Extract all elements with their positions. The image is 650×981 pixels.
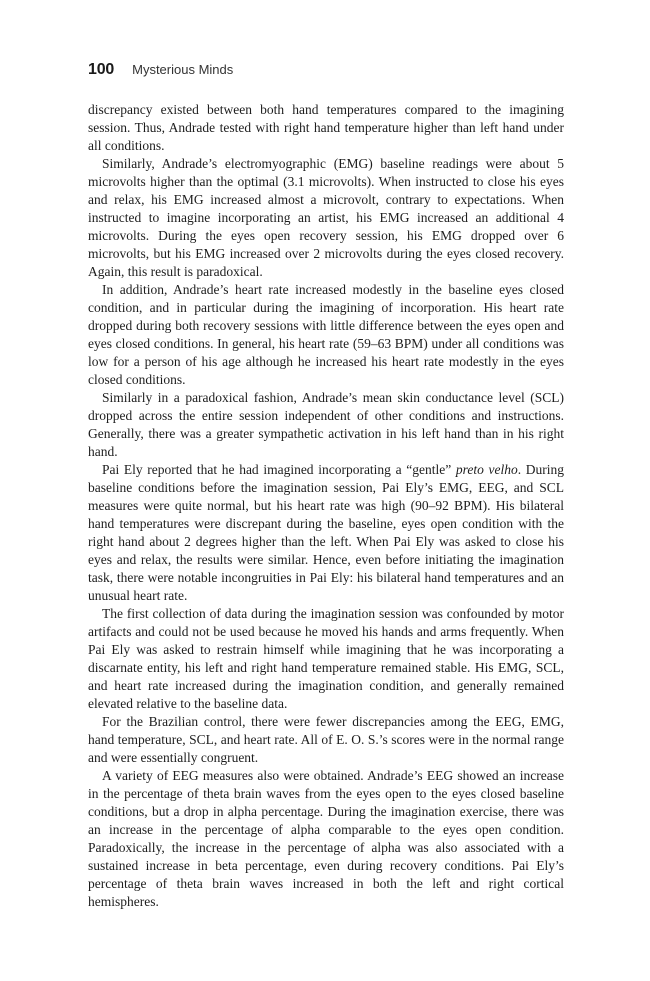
book-title: Mysterious Minds — [132, 62, 234, 77]
body-text — [88, 101, 564, 911]
paragraph-heart-rate: In addition, Andrade’s heart rate increased modestly in the baseline eyes closed condition, and in particular during the imagining of incorporation. His heart rate dropped during both recovery sessions with little difference between the eyes open and eyes closed conditions. In general, his heart rate (59–63 BPM) under all conditions was low for a person of his age although he increased his heart rate modestly in the eyes closed conditions. — [88, 282, 564, 387]
paragraph-scl: Similarly in a paradoxical fashion, Andrade’s mean skin conductance level (SCL) dropped across the entire session independent of other conditions and instructions. Generally, there was a greater sympathetic activation in his left hand than in his right hand. — [88, 390, 564, 459]
pai-ely-text-start: Pai Ely reported that he had imagined incorporating a “gentle” — [102, 462, 456, 477]
page-number: 100 — [88, 61, 115, 78]
paragraph-imagination-session: The first collection of data during the imagination session was confounded by motor artifacts and could not be used because he moved his hands and arms frequently. When Pai Ely was asked to restrain himself while imagining that he was incorporating a discarnate entity, his left and right hand temperature remained stable. His EMG, SCL, and heart rate increased during the imagination condition, and generally remained elevated relative to the baseline data. — [88, 606, 564, 711]
italic-term: preto velho — [455, 462, 518, 477]
running-head — [88, 61, 233, 83]
paragraph-continuation: discrepancy existed between both hand temperatures compared to the imagining session. Thus, Andrade tested with right hand temperature higher than left hand under all conditions. — [88, 102, 564, 153]
paragraph-pai-ely — [88, 461, 564, 605]
paragraph-emg: Similarly, Andrade’s electromyographic (EMG) baseline readings were about 5 microvolts higher than the optimal (3.1 microvolts). When instructed to close his eyes and relax, his EMG increased almost a microvolt, contrary to expectations. When instructed to imagine incorporating an artist, his EMG increased an additional 4 microvolts. During the eyes open recovery session, his EMG dropped over 6 microvolts, but his EMG increased over 2 microvolts during the eyes closed recovery. Again, this result is paradoxical. — [88, 156, 564, 279]
paragraph-eeg: A variety of EEG measures also were obtained. Andrade’s EEG showed an increase in the percentage of theta brain waves from the eyes open to the eyes closed baseline conditions, but a drop in alpha percentage. During the imagination exercise, there was an increase in the percentage of alpha comparable to the eyes open condition. Paradoxically, the increase in the percentage of alpha was also associated with a sustained increase in beta percentage, even during recovery conditions. Pai Ely’s percentage of theta brain waves increased in both the left and right cortical hemispheres. — [88, 768, 564, 909]
paragraph-brazilian-control: For the Brazilian control, there were fewer discrepancies among the EEG, EMG, hand temperature, SCL, and heart rate. All of E. O. S.’s scores were in the normal range and were essentially congruent. — [88, 714, 564, 765]
pai-ely-text-end: . During baseline conditions before the imagination session, Pai Ely’s EMG, EEG, and SCL measures were quite normal, but his heart rate was high (90–92 BPM). His bilateral hand temperatures were discrepant during the baseline, eyes open condition with the right hand about 2 degrees higher than the left. When Pai Ely was asked to close his eyes and relax, the results were similar. Hence, even before initiating the imagination task, there were notable incongruities in Pai Ely: his bilateral hand temperatures and an unusual heart rate. — [88, 462, 565, 603]
